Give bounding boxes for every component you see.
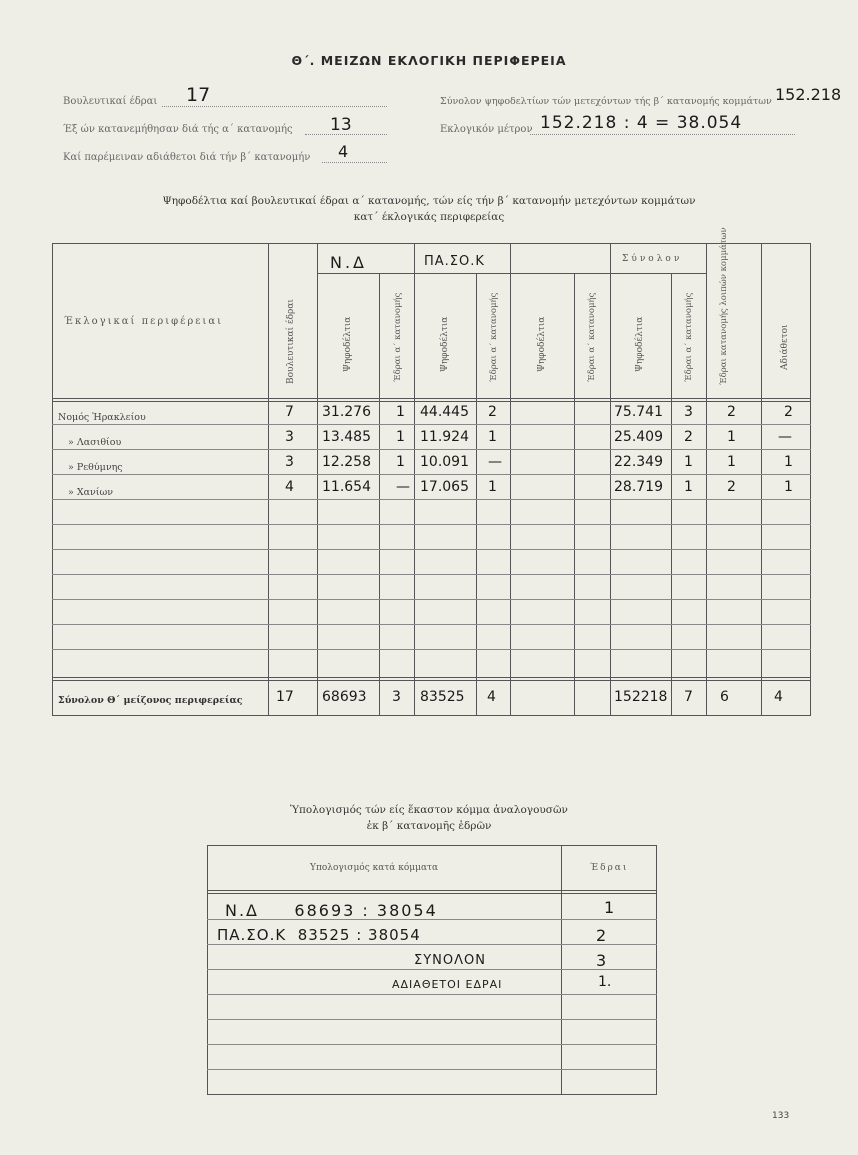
cell-p1-votes: 11.654	[322, 479, 371, 495]
table1-group-rule	[317, 273, 706, 274]
cell-unalloc: 1	[784, 479, 793, 495]
total-seats: 17	[276, 689, 294, 705]
calc-row-rule	[207, 994, 657, 995]
row-label: » Ρεθύμνης	[68, 462, 123, 473]
total-unalloc: 4	[774, 689, 783, 705]
col-line	[317, 243, 318, 716]
page-number: 133	[772, 1111, 790, 1121]
table1-caption-1: Ψηφοδέλτια καί βουλευτικαί έδραι α΄ κατανομής, τών είς τήν β΄ κατανομήν μετεχόντων κομμάτων	[162, 195, 696, 207]
calc-col-header: Υπολογισμός κατά κόμματα	[310, 863, 439, 873]
col-region-header: Έκλογικαί περιφέρειαι	[64, 316, 223, 327]
total-t-seats: 7	[684, 689, 693, 705]
calc-seats-header: Έδραι	[590, 863, 629, 873]
cell-t-votes: 25.409	[614, 429, 663, 445]
table1-header-rule-2	[52, 401, 811, 402]
t-seats-header: Έδραι α΄ κατανομής	[684, 292, 694, 382]
cell-seats: 7	[285, 404, 294, 420]
cell-other: 1	[727, 454, 736, 470]
cell-unalloc: 1	[784, 454, 793, 470]
remaining-label: Καί παρέμειναν αδιάθετοι διά τήν β΄ κατανομήν	[63, 152, 311, 163]
cell-unalloc: —	[778, 429, 792, 445]
row-rule	[52, 549, 811, 550]
seats-label: Βουλευτικαί έδραι	[63, 96, 158, 107]
total-votes-value: 152.218	[775, 85, 842, 104]
row-rule	[52, 624, 811, 625]
cell-seats: 3	[285, 454, 294, 470]
table1-total-rule	[52, 677, 811, 678]
table1-header-rule	[52, 398, 811, 399]
cell-unalloc: 2	[784, 404, 793, 420]
cell-p2-seats: 1	[488, 479, 497, 495]
total-p1-votes: 68693	[322, 689, 367, 705]
total-row-label: Σύνολον Θ΄ μείζονος περιφερείας	[58, 695, 243, 706]
cell-p2-seats: —	[488, 454, 502, 470]
total-t-votes: 152218	[614, 689, 668, 705]
cell-p2-seats: 2	[488, 404, 497, 420]
t-votes-header: Ψηφοδέλτια	[635, 316, 645, 372]
cell-other: 1	[727, 429, 736, 445]
table1-total-rule-2	[52, 680, 811, 681]
calc-row-rule	[207, 1019, 657, 1020]
total-votes-label: Σύνολον ψηφοδελτίων τών μετεχόντων τής β΄ κατανομής κομμάτων	[440, 96, 772, 107]
cell-p1-seats: —	[396, 479, 410, 495]
row-rule	[52, 499, 811, 500]
calc-table	[207, 845, 657, 1095]
col-line	[761, 243, 762, 716]
row-rule	[52, 474, 811, 475]
cell-p1-seats: 1	[396, 429, 405, 445]
row-rule	[52, 524, 811, 525]
col-line	[510, 243, 511, 716]
row-rule	[52, 599, 811, 600]
remaining-value: 4	[338, 142, 349, 161]
calc-row-rule	[207, 969, 657, 970]
quota-label: Εκλογικόν μέτρον	[440, 124, 533, 135]
calc-header-rule-2	[207, 893, 657, 894]
filled-value: 13	[330, 115, 352, 135]
row-label: » Χανίων	[68, 487, 114, 498]
cell-p1-seats: 1	[396, 454, 405, 470]
cell-t-seats: 2	[684, 429, 693, 445]
table2-caption-2: ἐκ β΄ κατανομῆς ἑδρῶν	[366, 820, 492, 832]
cell-seats: 3	[285, 429, 294, 445]
cell-seats: 4	[285, 479, 294, 495]
cell-t-votes: 28.719	[614, 479, 663, 495]
p3-seats-header: Έδραι α΄ κατανομής	[587, 292, 597, 382]
cell-p1-votes: 12.258	[322, 454, 371, 470]
cell-t-votes: 75.741	[614, 404, 663, 420]
unalloc-header: Αδιάθετοι	[780, 324, 790, 370]
row-rule	[52, 649, 811, 650]
party2-header: ΠΑ.ΣΟ.Κ	[424, 254, 485, 269]
row-label: » Λασιθίου	[68, 437, 122, 448]
total-p2-seats: 4	[487, 689, 496, 705]
calc-row: ΣΥΝΟΛΟΝ	[414, 953, 486, 968]
calc-col-line	[561, 845, 562, 1095]
total-other: 6	[720, 689, 729, 705]
table2-caption-1: Ὑπολογισμός τών είς ἕκαστον κόμμα ἀναλογουσῶν	[290, 804, 568, 816]
calc-row: ΑΔΙΑΘΕΤΟΙ ΕΔΡΑΙ	[392, 978, 503, 991]
calc-seats: 1	[604, 898, 615, 917]
col-line	[414, 243, 415, 716]
cell-t-seats: 1	[684, 479, 693, 495]
calc-row-rule	[207, 944, 657, 945]
col-line	[610, 243, 611, 716]
cell-p1-votes: 31.276	[322, 404, 371, 420]
total-p2-votes: 83525	[420, 689, 465, 705]
p3-votes-header: Ψηφοδέλτια	[537, 316, 547, 372]
cell-t-seats: 1	[684, 454, 693, 470]
table1-caption-2: κατ΄ έκλογικάς περιφερείας	[353, 211, 505, 223]
calc-header-rule	[207, 890, 657, 891]
calc-row: Ν.Δ 68693 : 38054	[225, 901, 438, 920]
cell-p2-votes: 11.924	[420, 429, 469, 445]
cell-p1-votes: 13.485	[322, 429, 371, 445]
col-line	[268, 243, 269, 716]
calc-seats: 3	[596, 951, 607, 970]
p2-seats-header: Έδραι α΄ κατανομής	[489, 292, 499, 382]
cell-p2-votes: 17.065	[420, 479, 469, 495]
calc-seats: 1.	[598, 974, 612, 990]
p1-seats-header: Έδραι α΄ κατανομής	[393, 292, 403, 382]
cell-other: 2	[727, 404, 736, 420]
calc-row-rule	[207, 1069, 657, 1070]
col-line	[706, 243, 707, 716]
calc-row-rule	[207, 1044, 657, 1045]
row-rule	[52, 424, 811, 425]
total-p1-seats: 3	[392, 689, 401, 705]
cell-t-votes: 22.349	[614, 454, 663, 470]
page-title: Θ΄. ΜΕΙΖΩΝ ΕΚΛΟΓΙΚΗ ΠΕΡΙΦΕΡΕΙΑ	[291, 53, 567, 68]
cell-p2-votes: 44.445	[420, 404, 469, 420]
calc-seats: 2	[596, 926, 607, 945]
quota-dots	[530, 134, 795, 135]
quota-value: 152.218 : 4 = 38.054	[540, 113, 743, 133]
p1-votes-header: Ψηφοδέλτια	[343, 316, 353, 372]
cell-other: 2	[727, 479, 736, 495]
row-rule	[52, 449, 811, 450]
cell-p1-seats: 1	[396, 404, 405, 420]
seats-value: 17	[186, 84, 211, 106]
col-seats-header: Βουλευτικαί έδραι	[286, 299, 296, 384]
row-label: Νομός Ἡρακλείου	[58, 412, 146, 423]
p2-votes-header: Ψηφοδέλτια	[440, 316, 450, 372]
row-rule	[52, 574, 811, 575]
calc-row: ΠΑ.ΣΟ.Κ 83525 : 38054	[217, 926, 421, 944]
remaining-dots	[322, 162, 387, 163]
filled-label: Έξ ών κατανεμήθησαν διά τής α΄ κατανομής	[63, 124, 293, 135]
seats-dots	[162, 106, 387, 107]
cell-t-seats: 3	[684, 404, 693, 420]
total-group-header: Σύνολον	[622, 254, 683, 264]
party1-header: Ν.Δ	[330, 253, 367, 272]
other-seats-header: Έδραι κατανομής λοιπών κομμάτων	[719, 227, 729, 385]
cell-p2-seats: 1	[488, 429, 497, 445]
cell-p2-votes: 10.091	[420, 454, 469, 470]
